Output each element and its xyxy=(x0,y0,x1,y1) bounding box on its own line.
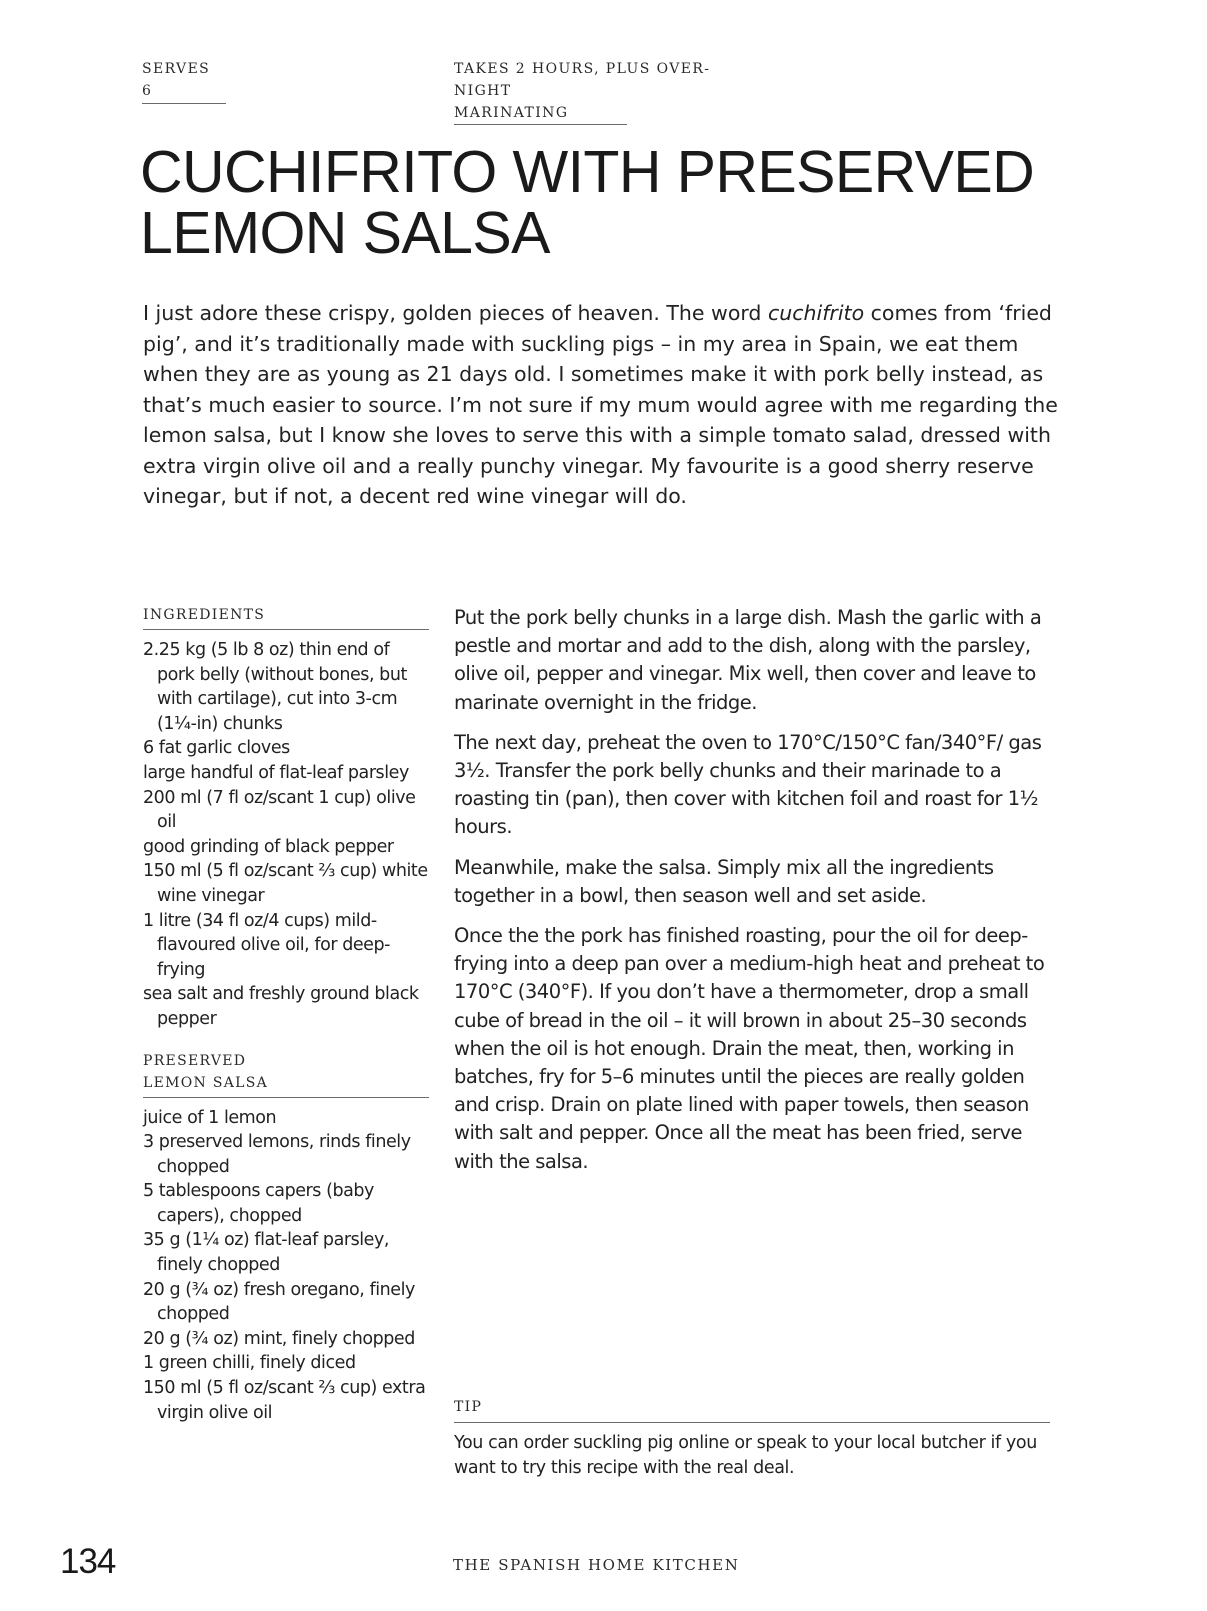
ingredients-column xyxy=(143,604,429,1425)
salsa-item: 5 tablespoons capers (baby capers), chopped xyxy=(143,1181,374,1226)
book-title: THE SPANISH HOME KITCHEN xyxy=(453,1556,740,1574)
tip-text: You can order suckling pig online or speak to your local butcher if you want to try this recipe with the real deal. xyxy=(454,1433,1037,1478)
ingredient-item: 150 ml (5 fl oz/scant ⅔ cup) white wine vinegar xyxy=(143,861,428,906)
salsa-heading-line-1: PRESERVED xyxy=(143,1052,247,1069)
ingredients-list xyxy=(143,638,429,1032)
salsa-item: 20 g (¾ oz) mint, finely chopped xyxy=(143,1328,415,1349)
salsa-heading xyxy=(143,1050,429,1098)
method-step: Meanwhile, make the salsa. Simply mix all the ingredients together in a bowl, then season well and set aside. xyxy=(454,855,994,907)
ingredient-item: 2.25 kg (5 lb 8 oz) thin end of pork belly (without bones, but with cartilage), cut into 3-cm (1¼-in) chunks xyxy=(143,640,407,734)
serves-label xyxy=(142,58,226,104)
tip-box xyxy=(454,1396,1050,1480)
method-step: Once the the pork has finished roasting, pour the oil for deep-frying into a deep pan over a medium-high heat and preheat to 170°C (340°F). If you don’t have a thermometer, drop a small cube of bread in the oil – it will brown in about 25–30 seconds when the oil is hot enough. Drain the meat, then, working in batches, fry for 5–6 minutes until the pieces are really golden and crisp. Drain on plate lined with paper towels, then season with salt and pepper. Once all the meat has been fried, serve with the salsa. xyxy=(454,924,1045,1173)
method-column xyxy=(454,604,1054,1188)
ingredient-item: 200 ml (7 fl oz/scant 1 cup) olive oil xyxy=(143,787,416,833)
time-label xyxy=(454,58,744,125)
ingredient-item: large handful of flat-leaf parsley xyxy=(143,762,409,783)
ingredients-heading: INGREDIENTS xyxy=(143,604,429,630)
salsa-item: 35 g (1¼ oz) flat-leaf parsley, finely chopped xyxy=(143,1230,390,1276)
recipe-title-line-2: LEMON SALSA xyxy=(140,200,550,266)
ingredient-item: sea salt and freshly ground black pepper xyxy=(143,984,419,1029)
time-line-2: NIGHT MARINATING xyxy=(454,80,627,125)
serves-text: SERVES 6 xyxy=(142,58,226,104)
time-line-1: TAKES 2 HOURS, PLUS OVER- xyxy=(454,61,711,77)
salsa-item: 3 preserved lemons, rinds finely chopped xyxy=(143,1132,411,1177)
salsa-list xyxy=(143,1106,429,1426)
tip-heading: TIP xyxy=(454,1396,1050,1423)
salsa-item: 1 green chilli, finely diced xyxy=(143,1353,356,1374)
method-step: Put the pork belly chunks in a large dish. Mash the garlic with a pestle and mortar and add to the dish, along with the parsley, olive oil, pepper and vinegar. Mix well, then cover and leave to marinate overnight in the fridge. xyxy=(454,606,1042,714)
intro-text-end: comes from ‘fried pig’, and it’s traditionally made with suckling pigs – in my area in Spain, we eat them when they are as young as 21 days old. I sometimes make it with pork belly instead, as that’s much easier to source. I’m not sure if my mum would agree with me regarding the lemon salsa, but I know she loves to serve this with a simple tomato salad, dressed with extra virgin olive oil and a really punchy vinegar. My favourite is a good sherry reserve vinegar, but if not, a decent red wine vinegar will do. xyxy=(143,301,1058,508)
ingredient-item: 6 fat garlic cloves xyxy=(143,738,290,759)
salsa-item: 150 ml (5 fl oz/scant ⅔ cup) extra virgin olive oil xyxy=(143,1378,426,1423)
intro-text-start: I just adore these crispy, golden pieces of heaven. The word xyxy=(143,301,768,325)
intro-italic-word: cuchifrito xyxy=(767,301,865,325)
page-number: 134 xyxy=(60,1542,116,1581)
ingredient-item: good grinding of black pepper xyxy=(143,836,394,857)
salsa-item: juice of 1 lemon xyxy=(143,1107,277,1128)
method-step: The next day, preheat the oven to 170°C/150°C fan/340°F/ gas 3½. Transfer the pork belly chunks and their marinade to a roasting tin (pan), then cover with kitchen foil and roast for 1½ hours. xyxy=(454,730,1042,839)
ingredient-item: 1 litre (34 fl oz/4 cups) mild-flavoured olive oil, for deep-frying xyxy=(143,910,391,980)
recipe-title xyxy=(140,139,1100,266)
salsa-heading-line-2: LEMON SALSA xyxy=(143,1074,269,1091)
salsa-item: 20 g (¾ oz) fresh oregano, finely chopped xyxy=(143,1279,415,1325)
recipe-title-line-1: CUCHIFRITO WITH PRESERVED xyxy=(140,139,1035,205)
intro-paragraph xyxy=(143,298,1063,512)
